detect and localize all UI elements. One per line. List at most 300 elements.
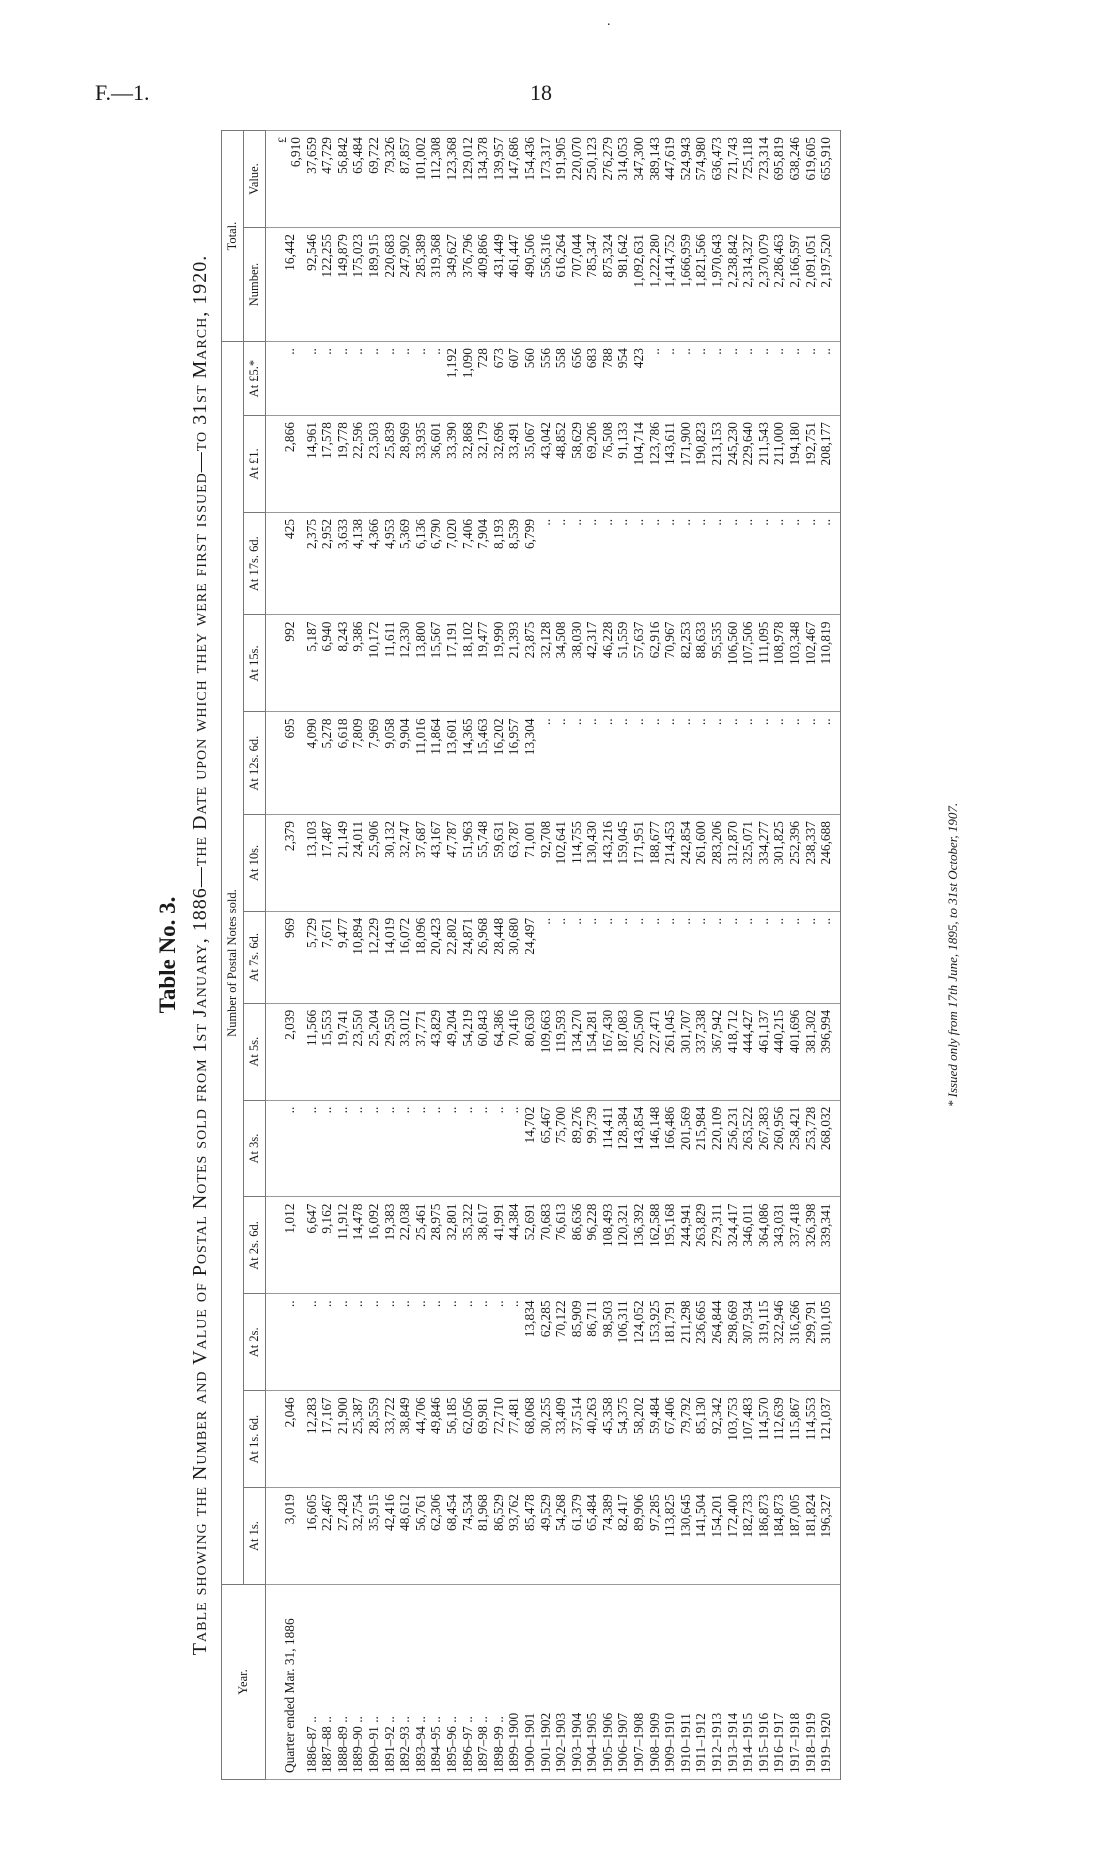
value-cell: 12,229: [366, 911, 382, 1003]
table-row: [366, 131, 382, 1780]
value-cell: ..: [413, 342, 429, 416]
value-cell: ..: [397, 1294, 413, 1391]
value-cell: 785,347: [584, 228, 600, 342]
value-cell: 43,042: [538, 416, 554, 513]
value-cell: 24,497: [522, 911, 538, 1003]
value-cell: 638,246: [787, 131, 803, 228]
value-cell: 26,968: [475, 911, 491, 1003]
value-cell: 51,559: [615, 615, 631, 712]
value-cell: ..: [366, 1100, 382, 1197]
value-cell: 261,045: [662, 1003, 678, 1100]
value-cell: 7,969: [366, 712, 382, 815]
value-cell: 102,641: [553, 814, 569, 911]
value-cell: 13,834: [522, 1294, 538, 1391]
table-row: [335, 131, 351, 1780]
column-header: At 1s.: [244, 1488, 266, 1585]
value-cell: ..: [771, 342, 787, 416]
value-cell: 337,338: [693, 1003, 709, 1100]
value-cell: 574,980: [693, 131, 709, 228]
value-cell: 11,864: [428, 712, 444, 815]
value-cell: 32,179: [475, 416, 491, 513]
year-cell: 1907–1908: [631, 1585, 647, 1780]
column-header: At 5s.: [244, 1003, 266, 1100]
value-cell: 29,550: [382, 1003, 398, 1100]
value-cell: ..: [787, 342, 803, 416]
value-cell: 2,952: [319, 512, 335, 615]
value-cell: ..: [335, 1100, 351, 1197]
value-cell: 334,277: [756, 814, 772, 911]
value-cell: 7,671: [319, 911, 335, 1003]
value-cell: 17,578: [319, 416, 335, 513]
value-cell: 87,857: [397, 131, 413, 228]
value-cell: 6,136: [413, 512, 429, 615]
value-cell: 4,090: [304, 712, 320, 815]
value-cell: 4,138: [350, 512, 366, 615]
value-cell: 19,778: [335, 416, 351, 513]
value-cell: 65,467: [538, 1100, 554, 1197]
year-cell: 1918–1919: [803, 1585, 819, 1780]
value-cell: 114,553: [803, 1391, 819, 1488]
value-cell: 32,696: [491, 416, 507, 513]
value-cell: ..: [444, 1294, 460, 1391]
value-cell: 93,762: [506, 1488, 522, 1585]
value-cell: 52,691: [522, 1197, 538, 1294]
value-cell: 211,000: [771, 416, 787, 513]
value-cell: 5,729: [304, 911, 320, 1003]
value-cell: ..: [693, 712, 709, 815]
column-header: At 2s.: [244, 1294, 266, 1391]
value-cell: 301,707: [678, 1003, 694, 1100]
value-cell: 65,484: [350, 131, 366, 228]
value-cell: 162,588: [647, 1197, 663, 1294]
value-cell: ..: [740, 712, 756, 815]
year-cell: 1892–93 ..: [397, 1585, 413, 1780]
value-cell: 92,546: [304, 228, 320, 342]
year-cell: Quarter ended Mar. 31, 1886: [266, 1585, 304, 1780]
value-cell: ..: [787, 512, 803, 615]
column-header: At £5.*: [244, 342, 266, 416]
value-cell: ..: [615, 911, 631, 1003]
value-cell: 10,172: [366, 615, 382, 712]
table-row: [319, 131, 335, 1780]
value-cell: 104,714: [631, 416, 647, 513]
value-cell: 263,522: [740, 1100, 756, 1197]
value-cell: 2,375: [304, 512, 320, 615]
value-cell: ..: [366, 342, 382, 416]
year-cell: 1894–95 ..: [428, 1585, 444, 1780]
value-cell: 143,216: [600, 814, 616, 911]
value-cell: 107,483: [740, 1391, 756, 1488]
value-cell: 97,285: [647, 1488, 663, 1585]
value-cell: 409,866: [475, 228, 491, 342]
value-cell: 11,016: [413, 712, 429, 815]
value-cell: ..: [584, 712, 600, 815]
value-cell: ..: [756, 911, 772, 1003]
value-cell: 82,253: [678, 615, 694, 712]
value-cell: 171,900: [678, 416, 694, 513]
value-cell: 2,166,597: [787, 228, 803, 342]
value-cell: ..: [725, 911, 741, 1003]
value-cell: 14,961: [304, 416, 320, 513]
value-cell: 9,058: [382, 712, 398, 815]
column-header: At 3s.: [244, 1100, 266, 1197]
value-cell: 187,005: [787, 1488, 803, 1585]
value-cell: ..: [818, 342, 840, 416]
table-row: [771, 131, 787, 1780]
value-cell: 25,387: [350, 1391, 366, 1488]
value-cell: ..: [803, 911, 819, 1003]
column-header: At £1.: [244, 416, 266, 513]
column-header: At 12s. 6d.: [244, 712, 266, 815]
value-cell: ..: [631, 911, 647, 1003]
value-cell: 11,566: [304, 1003, 320, 1100]
value-cell: ..: [382, 1294, 398, 1391]
value-cell: 2,379: [266, 814, 304, 911]
value-cell: 40,263: [584, 1391, 600, 1488]
value-cell: 7,809: [350, 712, 366, 815]
table-row: [647, 131, 663, 1780]
value-cell: 69,981: [475, 1391, 491, 1488]
page-number: 18: [530, 80, 552, 105]
value-cell: 9,386: [350, 615, 366, 712]
value-cell: 98,503: [600, 1294, 616, 1391]
value-cell: 187,083: [615, 1003, 631, 1100]
value-cell: 227,471: [647, 1003, 663, 1100]
value-cell: 12,283: [304, 1391, 320, 1488]
value-cell: 47,729: [319, 131, 335, 228]
value-cell: 129,012: [460, 131, 476, 228]
year-cell: 1891–92 ..: [382, 1585, 398, 1780]
value-cell: 431,449: [491, 228, 507, 342]
value-cell: 655,910: [818, 131, 840, 228]
value-cell: ..: [304, 1294, 320, 1391]
value-cell: 194,180: [787, 416, 803, 513]
value-cell: 245,230: [725, 416, 741, 513]
value-cell: 106,560: [725, 615, 741, 712]
year-cell: 1893–94 ..: [413, 1585, 429, 1780]
value-cell: 211,298: [678, 1294, 694, 1391]
value-cell: 279,311: [709, 1197, 725, 1294]
value-cell: 215,984: [693, 1100, 709, 1197]
value-cell: 48,852: [553, 416, 569, 513]
value-cell: ..: [506, 1100, 522, 1197]
value-cell: ..: [631, 512, 647, 615]
value-cell: 1,970,643: [709, 228, 725, 342]
value-cell: ..: [584, 911, 600, 1003]
table-row: [818, 131, 840, 1780]
value-cell: 3,633: [335, 512, 351, 615]
value-cell: 2,091,051: [803, 228, 819, 342]
value-cell: 112,308: [428, 131, 444, 228]
value-cell: 9,477: [335, 911, 351, 1003]
value-cell: 113,825: [662, 1488, 678, 1585]
column-header: At 17s. 6d.: [244, 512, 266, 615]
value-cell: 153,925: [647, 1294, 663, 1391]
value-cell: 182,733: [740, 1488, 756, 1585]
value-cell: 112,639: [771, 1391, 787, 1488]
value-cell: ..: [740, 911, 756, 1003]
value-cell: 166,486: [662, 1100, 678, 1197]
value-first: 6,910: [288, 137, 303, 168]
value-cell: ..: [693, 342, 709, 416]
value-cell: 17,487: [319, 814, 335, 911]
value-cell: 1,414,752: [662, 228, 678, 342]
value-cell: 343,031: [771, 1197, 787, 1294]
value-cell: 28,975: [428, 1197, 444, 1294]
value-cell: 44,384: [506, 1197, 522, 1294]
table-row: [397, 131, 413, 1780]
table-row: [803, 131, 819, 1780]
value-cell: 264,844: [709, 1294, 725, 1391]
value-cell: 15,567: [428, 615, 444, 712]
table-title: Table showing the Number and Value of Postal Notes sold from 1st January, 1886—the Date upon which they were first issued—to 31st March, 1920.: [189, 254, 211, 1656]
table-row: [725, 131, 741, 1780]
year-cell: 1896–97 ..: [460, 1585, 476, 1780]
value-cell: 346,011: [740, 1197, 756, 1294]
value-cell: 114,570: [756, 1391, 772, 1488]
value-cell: 260,956: [771, 1100, 787, 1197]
value-cell: 121,037: [818, 1391, 840, 1488]
value-cell: 440,215: [771, 1003, 787, 1100]
value-cell: 524,943: [678, 131, 694, 228]
value-cell: 969: [266, 911, 304, 1003]
value-cell: 728: [475, 342, 491, 416]
value-cell: 62,916: [647, 615, 663, 712]
value-cell: 101,002: [413, 131, 429, 228]
value-cell: ..: [647, 911, 663, 1003]
year-cell: 1914–1915: [740, 1585, 756, 1780]
value-cell: ..: [756, 342, 772, 416]
value-cell: 57,637: [631, 615, 647, 712]
column-header: At 15s.: [244, 615, 266, 712]
value-cell: 60,843: [475, 1003, 491, 1100]
table-row: [460, 131, 476, 1780]
value-cell: 324,417: [725, 1197, 741, 1294]
value-cell: ..: [475, 1294, 491, 1391]
value-cell: 114,755: [569, 814, 585, 911]
value-cell: ..: [787, 712, 803, 815]
value-cell: ..: [787, 911, 803, 1003]
value-cell: 447,619: [662, 131, 678, 228]
value-cell: 58,202: [631, 1391, 647, 1488]
value-cell: 2,046: [266, 1391, 304, 1488]
value-cell: 196,327: [818, 1488, 840, 1585]
value-cell: ..: [818, 712, 840, 815]
value-cell: ..: [335, 342, 351, 416]
value-cell: 16,202: [491, 712, 507, 815]
value-cell: 22,038: [397, 1197, 413, 1294]
value-cell: 12,330: [397, 615, 413, 712]
value-cell: 76,508: [600, 416, 616, 513]
value-cell: 17,191: [444, 615, 460, 712]
value-cell: 85,478: [522, 1488, 538, 1585]
value-cell: 147,686: [506, 131, 522, 228]
value-cell: 43,829: [428, 1003, 444, 1100]
table-row: [709, 131, 725, 1780]
value-cell: ..: [803, 512, 819, 615]
value-cell: 236,665: [693, 1294, 709, 1391]
column-header: At 10s.: [244, 814, 266, 911]
value-cell: ..: [678, 911, 694, 1003]
value-cell: 85,909: [569, 1294, 585, 1391]
year-cell: 1919–1920: [818, 1585, 840, 1780]
value-cell: 423: [631, 342, 647, 416]
value-cell: 461,447: [506, 228, 522, 342]
value-cell: 75,700: [553, 1100, 569, 1197]
value-cell: 339,341: [818, 1197, 840, 1294]
value-cell: 195,168: [662, 1197, 678, 1294]
value-cell: ..: [460, 1294, 476, 1391]
value-cell: 49,204: [444, 1003, 460, 1100]
value-cell: ..: [491, 1294, 507, 1391]
value-cell: ..: [538, 512, 554, 615]
table-row: [266, 131, 304, 1780]
value-cell: 22,596: [350, 416, 366, 513]
value-cell: 119,593: [553, 1003, 569, 1100]
value-cell: 4,366: [366, 512, 382, 615]
value-cell: 211,543: [756, 416, 772, 513]
value-cell: 61,379: [569, 1488, 585, 1585]
value-cell: 86,529: [491, 1488, 507, 1585]
table-row: [756, 131, 772, 1780]
value-cell: 181,824: [803, 1488, 819, 1585]
value-cell: 62,285: [538, 1294, 554, 1391]
value-cell: 6,940: [319, 615, 335, 712]
year-cell: 1917–1918: [787, 1585, 803, 1780]
value-cell: 35,067: [522, 416, 538, 513]
table-row: [491, 131, 507, 1780]
value-cell: 1,092,631: [631, 228, 647, 342]
value-cell: 10,894: [350, 911, 366, 1003]
value-cell: 5,187: [304, 615, 320, 712]
value-cell: 134,378: [475, 131, 491, 228]
value-cell: 954: [615, 342, 631, 416]
value-cell: 49,529: [538, 1488, 554, 1585]
value-cell: 38,030: [569, 615, 585, 712]
table-row: [740, 131, 756, 1780]
value-cell: ..: [569, 911, 585, 1003]
value-cell: 32,128: [538, 615, 554, 712]
value-cell: 18,102: [460, 615, 476, 712]
value-cell: 723,314: [756, 131, 772, 228]
value-cell: 23,550: [350, 1003, 366, 1100]
value-cell: 33,722: [382, 1391, 398, 1488]
value-cell: 108,493: [600, 1197, 616, 1294]
value-cell: 23,503: [366, 416, 382, 513]
value-cell: 32,801: [444, 1197, 460, 1294]
value-cell: 92,342: [709, 1391, 725, 1488]
value-cell: 51,963: [460, 814, 476, 911]
value-cell: 9,904: [397, 712, 413, 815]
value-cell: 389,143: [647, 131, 663, 228]
value-cell: 322,946: [771, 1294, 787, 1391]
value-cell: 102,467: [803, 615, 819, 712]
table-row: [382, 131, 398, 1780]
value-cell: 208,177: [818, 416, 840, 513]
value-cell: 70,967: [662, 615, 678, 712]
value-cell: 220,109: [709, 1100, 725, 1197]
year-cell: 1916–1917: [771, 1585, 787, 1780]
table-row: [538, 131, 554, 1780]
value-cell: 276,279: [600, 131, 616, 228]
value-cell: 25,906: [366, 814, 382, 911]
value-cell: 149,879: [335, 228, 351, 342]
value-cell: 247,902: [397, 228, 413, 342]
value-cell: 69,206: [584, 416, 600, 513]
value-cell: 347,300: [631, 131, 647, 228]
value-cell: 285,389: [413, 228, 429, 342]
value-cell: ..: [428, 1294, 444, 1391]
value-cell: 252,396: [787, 814, 803, 911]
value-cell: 13,800: [413, 615, 429, 712]
value-cell: 111,095: [756, 615, 772, 712]
value-cell: 55,748: [475, 814, 491, 911]
value-cell: 14,019: [382, 911, 398, 1003]
value-cell: 220,683: [382, 228, 398, 342]
table-row: [678, 131, 694, 1780]
value-cell: 556,316: [538, 228, 554, 342]
year-cell: 1889–90 ..: [350, 1585, 366, 1780]
value-cell: ..: [709, 342, 725, 416]
value-cell: 58,629: [569, 416, 585, 513]
value-cell: 171,951: [631, 814, 647, 911]
value-cell: ..: [600, 712, 616, 815]
value-cell: 6,618: [335, 712, 351, 815]
value-cell: 143,611: [662, 416, 678, 513]
value-cell: 32,754: [350, 1488, 366, 1585]
value-cell: 59,484: [647, 1391, 663, 1488]
value-cell: 364,086: [756, 1197, 772, 1294]
value-cell: 54,219: [460, 1003, 476, 1100]
value-cell: 67,406: [662, 1391, 678, 1488]
value-cell: 25,839: [382, 416, 398, 513]
value-cell: ..: [662, 512, 678, 615]
value-cell: 188,677: [647, 814, 663, 911]
value-cell: 82,417: [615, 1488, 631, 1585]
value-cell: 62,056: [460, 1391, 476, 1488]
value-cell: 316,266: [787, 1294, 803, 1391]
table-row: [350, 131, 366, 1780]
value-cell: 5,369: [397, 512, 413, 615]
value-cell: 76,613: [553, 1197, 569, 1294]
total-group-header: Total.: [222, 131, 244, 342]
value-cell: 220,070: [569, 131, 585, 228]
year-cell: 1909–1910: [662, 1585, 678, 1780]
value-cell: 5,278: [319, 712, 335, 815]
value-cell: 14,702: [522, 1100, 538, 1197]
value-cell: 71,001: [522, 814, 538, 911]
value-cell: 326,398: [803, 1197, 819, 1294]
value-cell: ..: [350, 1294, 366, 1391]
value-cell: 20,423: [428, 911, 444, 1003]
value-cell: ..: [803, 342, 819, 416]
value-cell: 91,133: [615, 416, 631, 513]
value-cell: 607: [506, 342, 522, 416]
value-cell: 70,122: [553, 1294, 569, 1391]
value-cell: 992: [266, 615, 304, 712]
value-cell: 54,375: [615, 1391, 631, 1488]
value-cell: ..: [600, 512, 616, 615]
rotated-table-block: [155, 130, 975, 1780]
value-cell: ..: [335, 1294, 351, 1391]
value-cell: 2,866: [266, 416, 304, 513]
year-header: Year.: [222, 1585, 266, 1780]
value-cell: ..: [319, 1100, 335, 1197]
value-cell: ..: [569, 512, 585, 615]
value-cell: ..: [818, 512, 840, 615]
value-cell: 201,569: [678, 1100, 694, 1197]
value-cell: 242,854: [678, 814, 694, 911]
